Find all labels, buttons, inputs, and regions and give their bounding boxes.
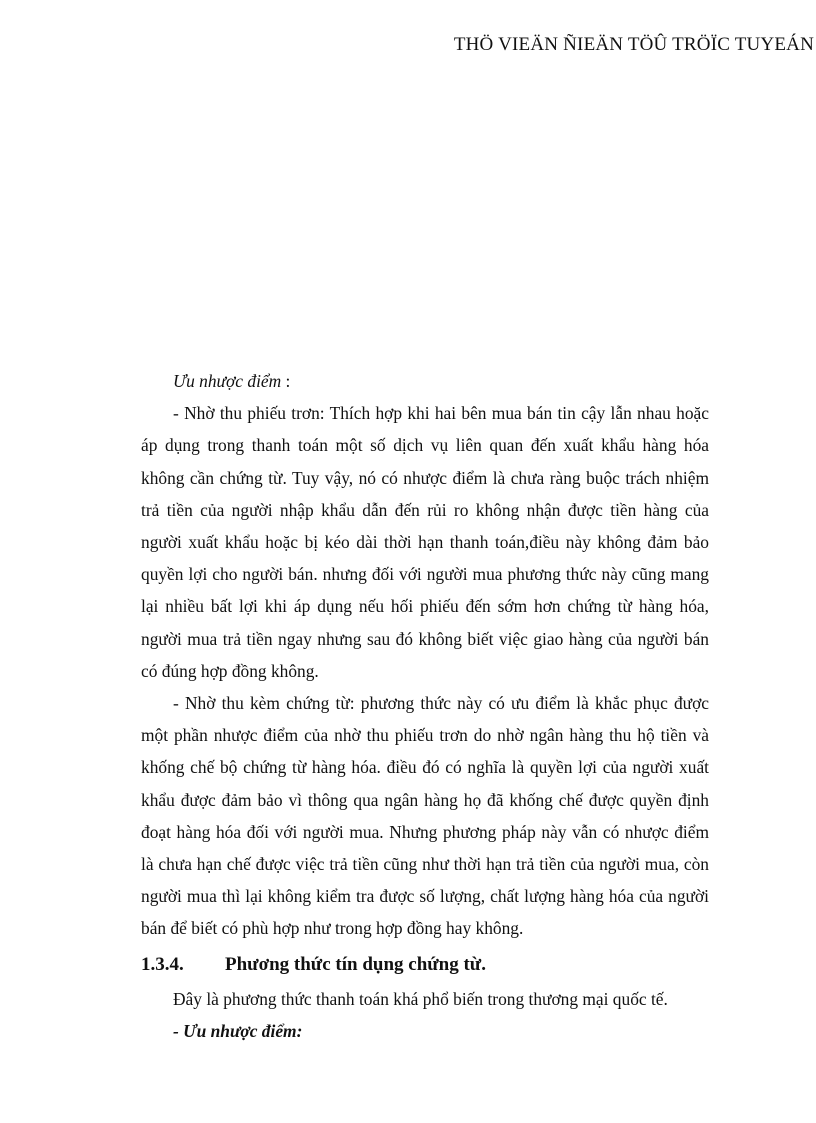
section-heading — [141, 947, 709, 983]
paragraph-line: trả tiền của người nhập khẩu dẫn đến rủi ro không nhận được tiền hàng của — [141, 499, 709, 520]
paragraph-line: khẩu được đảm bảo vì thông qua ngân hàng họ đã khống chế được quyền định — [141, 789, 709, 810]
paragraph-line: người mua trả tiền ngay nhưng sau đó không biết việc giao hàng của người bán — [141, 628, 709, 649]
paragraph-line: người mua thì lại không kiểm tra được số lượng, chất lượng hàng hóa của người — [141, 886, 709, 907]
section-number: 1.3.4. — [141, 953, 184, 975]
section-intro: Đây là phương thức thanh toán khá phổ biến trong thương mại quốc tế. — [173, 988, 668, 1009]
paragraph-clean-collection — [141, 397, 709, 687]
subheading-suffix: : — [281, 371, 291, 391]
paragraph-line: quyền lợi cho người bán. nhưng đối với người mua phương thức này cũng mang — [141, 564, 709, 585]
paragraph-line: là chưa hạn chế được việc trả tiền cũng như thời hạn trả tiền của người mua, còn — [141, 854, 709, 875]
paragraph-line: lại nhiều bất lợi khi áp dụng nếu hối phiếu đến sớm hơn chứng từ hàng hóa, — [141, 596, 709, 617]
paragraph-line: áp dụng trong thanh toán một số dịch vụ liên quan đến xuất khẩu hàng hóa — [141, 435, 709, 456]
paragraph-line: không cần chứng từ. Tuy vậy, nó có nhược điểm là chưa ràng buộc trách nhiệm — [141, 467, 709, 488]
page-header: THÖ VIEÄN ÑIEÄN TÖÛ TRÖÏC TUYEÁN — [453, 34, 814, 55]
paragraph-line: một phần nhược điểm của nhờ thu phiếu trơn do nhờ ngân hàng thu hộ tiền và — [141, 725, 709, 746]
paragraph-line: - Nhờ thu kèm chứng từ: phương thức này có ưu điểm là khắc phục được — [173, 693, 709, 714]
paragraph-line: đoạt hàng hóa đối với người mua. Nhưng phương pháp này vẫn có nhược điểm — [141, 821, 709, 842]
paragraph-documentary-collection — [141, 687, 709, 945]
subheading-text: Ưu nhược điểm — [173, 371, 282, 391]
subheading-pros-cons — [141, 365, 709, 397]
paragraph-line: người xuất khẩu hoặc bị kéo dài thời hạn thanh toán,điều này không đảm bảo — [141, 532, 709, 553]
paragraph-line: khống chế bộ chứng từ hàng hóa. điều đó có nghĩa là quyền lợi của người xuất — [141, 757, 709, 778]
paragraph-line: có đúng hợp đồng không. — [141, 660, 319, 681]
section-title: Phương thức tín dụng chứng từ. — [225, 953, 486, 975]
paragraph-line: bán để biết có phù hợp như trong hợp đồng hay không. — [141, 918, 524, 939]
document-body — [141, 365, 709, 1047]
paragraph-line: - Nhờ thu phiếu trơn: Thích hợp khi hai bên mua bán tin cậy lẫn nhau hoặc — [173, 403, 709, 424]
section-subheading: - Ưu nhược điểm: — [173, 1020, 303, 1041]
